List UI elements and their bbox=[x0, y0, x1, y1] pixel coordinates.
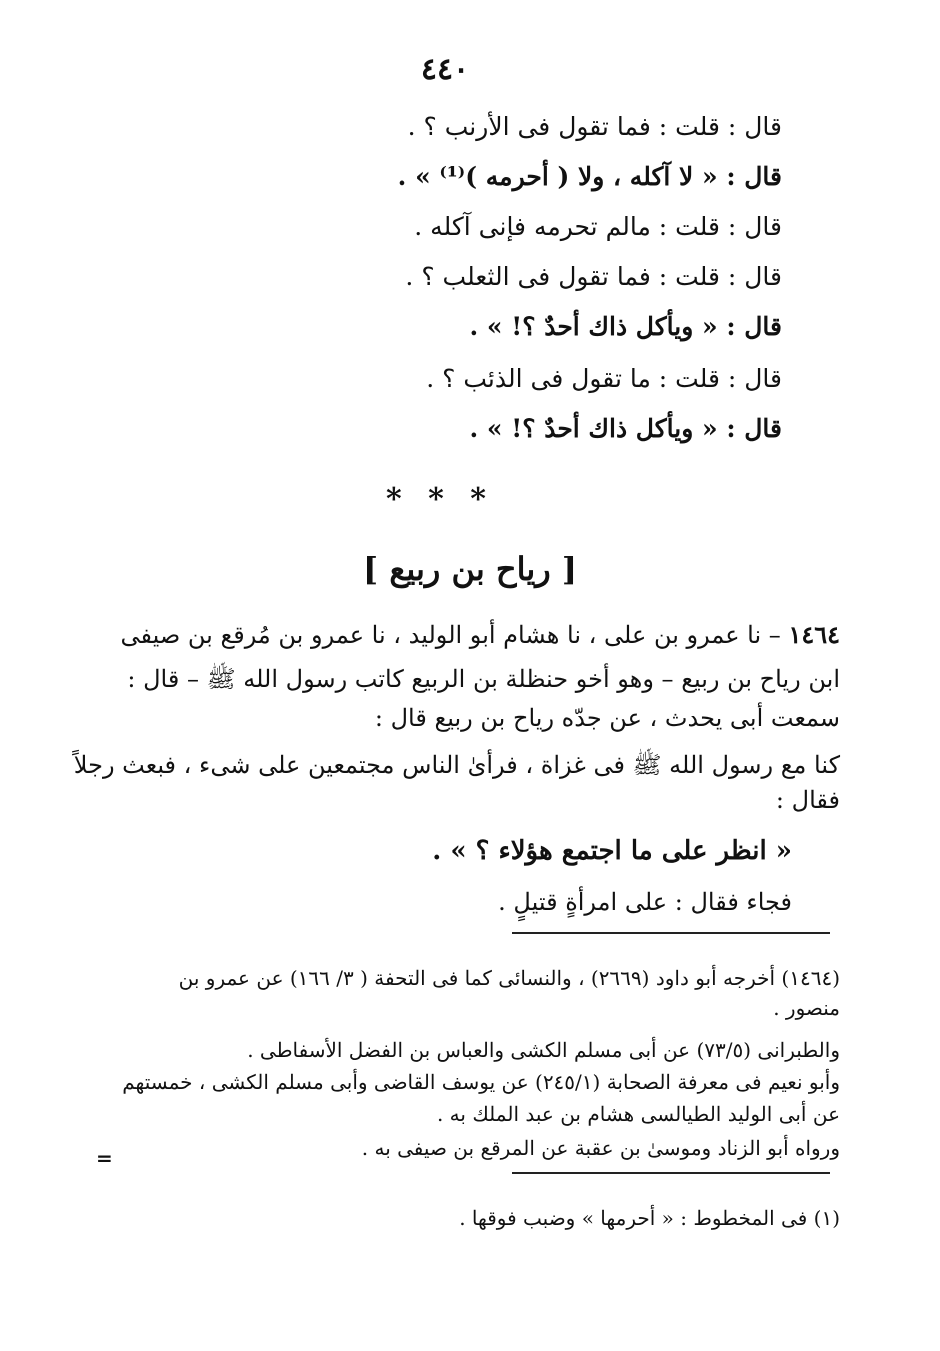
dialogue-line: قال : « ويأكل ذاك أحدٌ ؟! » . bbox=[469, 414, 782, 443]
hadith-ending: فجاء فقال : على امرأةٍ قتيلٍ . bbox=[498, 888, 792, 916]
hadith-first-line bbox=[120, 620, 840, 649]
dialogue-line: قال : قلت : فما تقول فى الأرنب ؟ . bbox=[407, 112, 782, 141]
takhrij-line: منصور . bbox=[773, 996, 840, 1020]
matn-line: فقال : bbox=[775, 786, 840, 814]
takhrij-line: وأبو نعيم فى معرفة الصحابة (٢٤٥/١) عن يوسف القاضى وأبى مسلم الكشى ، خمستهم bbox=[122, 1070, 840, 1094]
dialogue-line: قال : قلت : مالم تحرمه فإنى آكله . bbox=[414, 212, 782, 241]
dialogue-line: قال : قلت : ما تقول فى الذئب ؟ . bbox=[426, 364, 782, 393]
dialogue-line: قال : قلت : فما تقول فى الثعلب ؟ . bbox=[405, 262, 782, 291]
takhrij-line: ورواه أبو الزناد وموسىٰ بن عقبة عن المرقع بن صيفى به . bbox=[361, 1136, 840, 1160]
footnote-divider bbox=[512, 932, 830, 934]
section-separator: * * * bbox=[386, 482, 494, 517]
takhrij-line: (١٤٦٤) أخرجه أبو داود (٢٦٦٩) ، والنسائى كما فى التحفة ( ٣/ ١٦٦) عن عمرو بن bbox=[178, 966, 840, 990]
section-heading: [ رياح بن ربيع ] bbox=[363, 550, 577, 588]
isnad-line: ابن رياح بن ربيع – وهو أخو حنظلة بن الربيع كاتب رسول الله ﷺ – قال : bbox=[127, 665, 840, 693]
prophet-quote: « انظر على ما اجتمع هؤلاء ؟ » . bbox=[432, 836, 792, 866]
dialogue-line: قال : « ويأكل ذاك أحدٌ ؟! » . bbox=[469, 312, 782, 341]
footnote: (١) فى المخطوط : « أحرمها » وضبب فوقها . bbox=[459, 1206, 840, 1230]
isnad-line: سمعت أبى يحدث ، عن جدّه رياح بن ربيع قال : bbox=[374, 704, 840, 732]
isnad-line: – نا عمرو بن على ، نا هشام أبو الوليد ، نا عمرو بن مُرقع بن صيفى bbox=[120, 621, 781, 649]
dialogue-line: قال : « لا آكله ، ولا ( أحرمه )⁽¹⁾ » . bbox=[397, 162, 782, 191]
takhrij-line: عن أبى الوليد الطيالسى هشام بن عبد الملك به . bbox=[436, 1102, 840, 1126]
page-number: ٤٤٠ bbox=[420, 52, 470, 87]
footnote-divider bbox=[512, 1172, 830, 1174]
hadith-number: ١٤٦٤ bbox=[788, 620, 840, 649]
takhrij-line: والطبرانى (٧٣/٥) عن أبى مسلم الكشى والعباس بن الفضل الأسفاطى . bbox=[247, 1038, 840, 1062]
continuation-mark: = bbox=[96, 1146, 113, 1170]
matn-line: كنا مع رسول الله ﷺ فى غزاة ، فرأىٰ الناس مجتمعين على شىء ، فبعث رجلاً bbox=[73, 751, 840, 779]
